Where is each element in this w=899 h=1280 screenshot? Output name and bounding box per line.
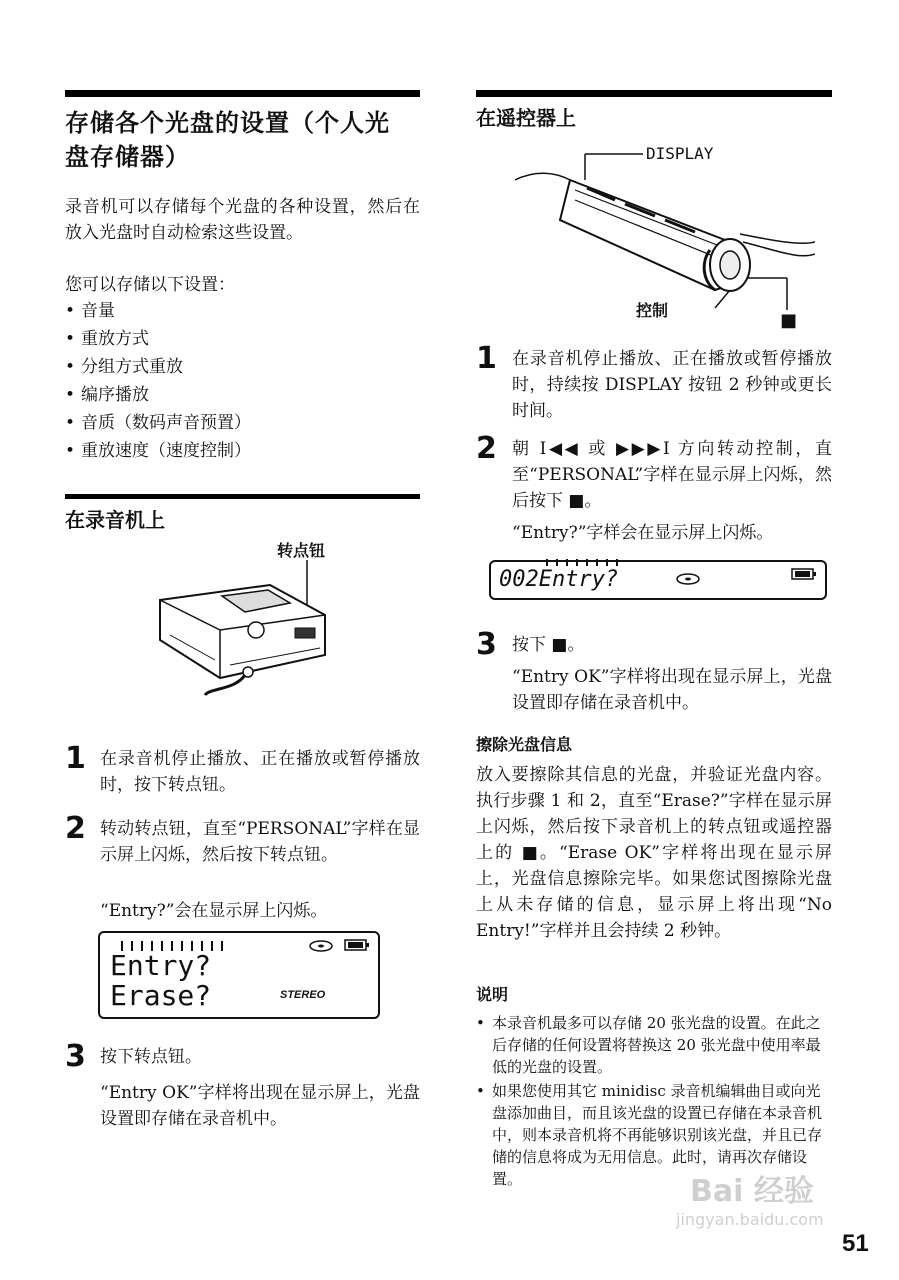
step-number: 1 <box>65 741 86 776</box>
list-item: • 编序播放 <box>65 382 420 408</box>
recorder-section-title: 在录音机上 <box>65 508 165 532</box>
display-button-label: DISPLAY <box>646 144 714 163</box>
page-title-line1: 存储各个光盘的设置（个人光 <box>65 109 390 137</box>
page-number: 51 <box>842 1230 869 1257</box>
notes-list <box>476 1012 832 1190</box>
jog-dial-label: 转点钮 <box>277 541 326 560</box>
step-text: 按下 ■。 <box>512 635 585 655</box>
left-section-rule <box>65 494 420 499</box>
remote-section-title: 在遥控器上 <box>476 106 576 130</box>
step-note: “Entry?”字样会在显示屏上闪烁。 <box>512 523 774 543</box>
right-top-rule <box>476 90 832 97</box>
lcd-line1: Entry? <box>110 949 212 982</box>
disc-icon <box>308 939 334 953</box>
step-note: “Entry OK”字样将出现在显示屏上，光盘设置即存储在录音机中。 <box>512 667 832 713</box>
list-item: • 如果您使用其它 minidisc 录音机编辑曲目或向光盘添加曲目，而且该光盘的设置已存储在本录音机中，则本录音机将不再能够识别该光盘，并且已存储的信息将成为无用信息。此时，请再次存储设置。 <box>476 1080 832 1190</box>
settings-list <box>65 298 420 464</box>
step-text: 在录音机停止播放、正在播放或暂停播放时，按下转点钮。 <box>100 749 420 795</box>
step-number: 3 <box>476 627 497 662</box>
step-number: 2 <box>476 431 497 466</box>
remote-illustration <box>515 150 815 330</box>
step-note: “Entry?”会在显示屏上闪烁。 <box>100 901 328 921</box>
disc-icon <box>675 572 701 586</box>
list-item: • 重放方式 <box>65 326 420 352</box>
step-note: “Entry OK”字样将出现在显示屏上，光盘设置即存储在录音机中。 <box>100 1083 420 1129</box>
step-text: 在录音机停止播放、正在播放或暂停播放时，持续按 DISPLAY 按钮 2 秒钟或更长时间。 <box>512 349 832 421</box>
erase-text: 放入要擦除其信息的光盘，并验证光盘内容。执行步骤 1 和 2，直至“Erase?”字样在显示屏上闪烁，然后按下录音机上的转点钮或遥控器上的 ■。“Erase OK”字样将出现在显示屏上，光盘信息擦除完毕。如果您试图擦除光盘上从未存储的信息，显示屏上将出现“No Entry!”字样并且会持续 2 秒钟。 <box>476 765 832 941</box>
battery-icon <box>791 568 817 580</box>
step-text: 转动转点钮，直至“PERSONAL”字样在显示屏上闪烁，然后按下转点钮。 <box>100 819 420 865</box>
stereo-indicator: STEREO <box>280 989 326 1001</box>
lcd-line2: Erase? <box>110 979 212 1012</box>
stop-symbol-label: ■ <box>780 310 798 331</box>
step-number: 1 <box>476 341 497 376</box>
can-store-text: 您可以存储以下设置： <box>65 275 235 295</box>
watermark-brand: Bai 经验 <box>690 1174 814 1209</box>
recorder-illustration <box>150 560 340 700</box>
remote-lcd-text: 002Entry? <box>499 567 619 592</box>
list-item: • 分组方式重放 <box>65 354 420 380</box>
remote-lcd-display <box>489 560 827 600</box>
watermark-url: jingyan.baidu.com <box>676 1210 824 1229</box>
list-item: • 音量 <box>65 298 420 324</box>
left-top-rule <box>65 90 420 97</box>
lcd-display <box>98 931 380 1019</box>
erase-title: 擦除光盘信息 <box>476 735 573 754</box>
intro-text: 录音机可以存储每个光盘的各种设置，然后在放入光盘时自动检索这些设置。 <box>65 197 420 243</box>
page-title-line2: 盘存储器） <box>65 143 190 171</box>
control-label: 控制 <box>636 301 669 320</box>
list-item: • 重放速度（速度控制） <box>65 438 420 464</box>
step-text: 按下转点钮。 <box>100 1047 202 1067</box>
step-text: 朝 I◀◀ 或 ▶▶▶I 方向转动控制，直至“PERSONAL”字样在显示屏上闪烁，然后按下 ■。 <box>512 439 832 511</box>
list-item: • 本录音机最多可以存储 20 张光盘的设置。在此之后存储的任何设置将替换这 20 张光盘中使用率最低的光盘的设置。 <box>476 1012 832 1078</box>
step-number: 3 <box>65 1039 86 1074</box>
list-item: • 音质（数码声音预置） <box>65 410 420 436</box>
notes-title: 说明 <box>476 985 509 1004</box>
battery-icon <box>344 939 370 951</box>
step-number: 2 <box>65 811 86 846</box>
